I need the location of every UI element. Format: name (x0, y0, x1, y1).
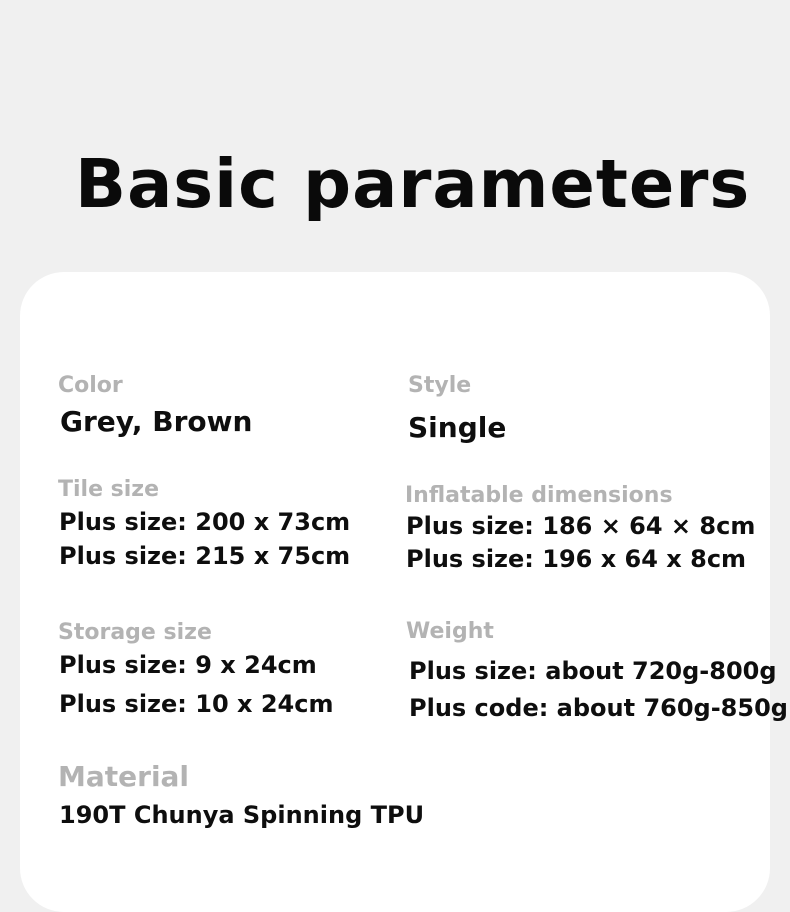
style-label: Style (408, 373, 472, 398)
weight-label: Weight (406, 619, 494, 644)
tile-size-value-1: Plus size: 200 x 73cm (59, 508, 351, 536)
weight-value-1: Plus size: about 720g-800g (409, 657, 777, 685)
storage-size-label: Storage size (58, 620, 212, 645)
page-title: Basic parameters (75, 145, 751, 223)
color-value: Grey, Brown (60, 405, 253, 438)
weight-value-2: Plus code: about 760g-850g (409, 694, 788, 722)
inflatable-dimensions-label: Inflatable dimensions (405, 483, 673, 508)
inflatable-dimensions-value-2: Plus size: 196 x 64 x 8cm (406, 545, 747, 573)
tile-size-label: Tile size (58, 477, 160, 502)
material-label: Material (58, 760, 190, 793)
tile-size-value-2: Plus size: 215 x 75cm (59, 542, 351, 570)
inflatable-dimensions-value-1: Plus size: 186 × 64 × 8cm (406, 512, 756, 540)
style-value: Single (408, 411, 507, 444)
storage-size-value-1: Plus size: 9 x 24cm (59, 651, 317, 679)
color-label: Color (58, 373, 123, 398)
storage-size-value-2: Plus size: 10 x 24cm (59, 690, 334, 718)
material-value: 190T Chunya Spinning TPU (59, 801, 425, 829)
